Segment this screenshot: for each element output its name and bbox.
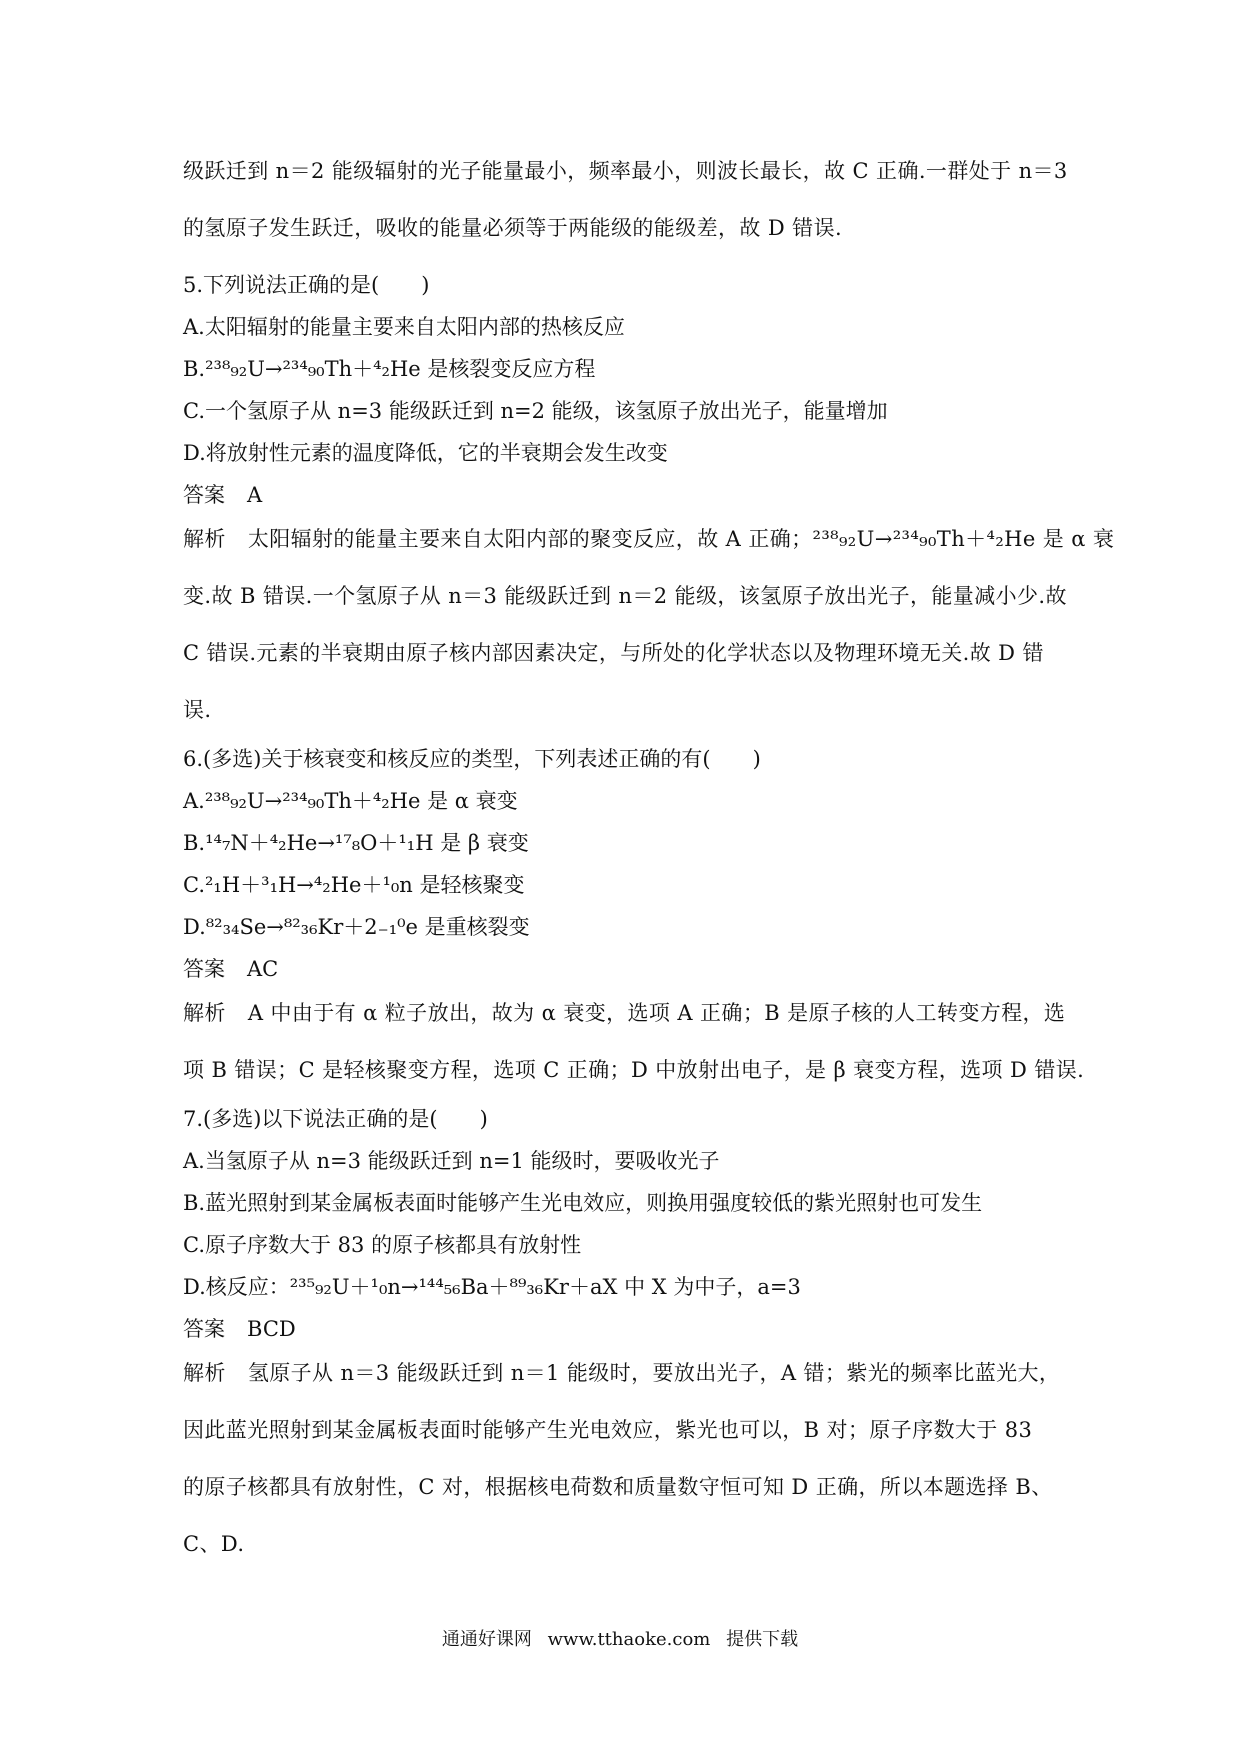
page-footer [0, 1628, 1240, 1652]
line-text: D.核反应：²³⁵₉₂U＋¹₀n→¹⁴⁴₅₆Ba＋⁸⁹₃₆Kr＋aX 中 X 为中子，a=3 [183, 1275, 801, 1299]
text-line [183, 1231, 1063, 1259]
footer-note: 提供下载 [726, 1629, 799, 1650]
line-text: 5.下列说法正确的是( ) [183, 273, 430, 297]
line-text: 6.(多选)关于核衰变和核反应的类型，下列表述正确的有( ) [183, 747, 761, 771]
line-text: 的氢原子发生跃迁，吸收的能量必须等于两能级的能级差，故 D 错误. [183, 216, 843, 240]
text-line [183, 1056, 1085, 1084]
text-line [183, 913, 1063, 941]
text-line [183, 745, 1063, 773]
line-text: C.原子序数大于 83 的原子核都具有放射性 [183, 1233, 582, 1257]
line-text: 误. [183, 698, 212, 722]
text-line [183, 271, 1063, 299]
text-line [183, 871, 1063, 899]
line-text: B.¹⁴₇N＋⁴₂He→¹⁷₈O＋¹₁H 是 β 衰变 [183, 831, 529, 855]
line-text: B.²³⁸₉₂U→²³⁴₉₀Th＋⁴₂He 是核裂变反应方程 [183, 357, 596, 381]
text-line [183, 157, 1068, 185]
line-text: 因此蓝光照射到某金属板表面时能够产生光电效应，紫光也可以，B 对；原子序数大于 83 [183, 1418, 1033, 1442]
line-label: 解析 [183, 527, 226, 551]
line-text: C 错误.元素的半衰期由原子核内部因素决定，与所处的化学状态以及物理环境无关.故 D 错 [183, 641, 1044, 665]
text-line [183, 829, 1063, 857]
line-text: BCD [247, 1317, 296, 1341]
line-text: C、D. [183, 1532, 245, 1556]
text-line [183, 1530, 1063, 1558]
line-text: C.一个氢原子从 n=3 能级跃迁到 n=2 能级，该氢原子放出光子，能量增加 [183, 399, 888, 423]
labeled-line [183, 999, 1066, 1027]
line-text: 变.故 B 错误.一个氢原子从 n＝3 能级跃迁到 n＝2 能级，该氢原子放出光子，能量减小少.故 [183, 584, 1067, 608]
text-line [183, 313, 1063, 341]
labeled-line [183, 525, 1115, 553]
line-label: 答案 [183, 1317, 225, 1341]
line-text: A [247, 483, 263, 507]
line-text: C.²₁H＋³₁H→⁴₂He＋¹₀n 是轻核聚变 [183, 873, 525, 897]
labeled-line [183, 955, 1063, 983]
line-text: 项 B 错误；C 是轻核聚变方程，选项 C 正确；D 中放射出电子，是 β 衰变方程，选项 D 错误. [183, 1058, 1085, 1082]
line-text: 7.(多选)以下说法正确的是( ) [183, 1107, 488, 1131]
labeled-line [183, 1359, 1063, 1387]
text-line [183, 696, 1063, 724]
labeled-line [183, 481, 1063, 509]
line-label: 解析 [183, 1001, 226, 1025]
text-line [183, 397, 1063, 425]
line-text: A.²³⁸₉₂U→²³⁴₉₀Th＋⁴₂He 是 α 衰变 [183, 789, 518, 813]
line-label: 答案 [183, 957, 225, 981]
line-label: 答案 [183, 483, 225, 507]
text-line [183, 1105, 1063, 1133]
footer-url: www.tthaoke.com [547, 1629, 711, 1650]
line-text: B.蓝光照射到某金属板表面时能够产生光电效应，则换用强度较低的紫光照射也可发生 [183, 1191, 983, 1215]
text-line [183, 582, 1067, 610]
labeled-line [183, 1315, 1063, 1343]
line-text: 级跃迁到 n＝2 能级辐射的光子能量最小，频率最小，则波长最长，故 C 正确.一群处于 n＝3 [183, 159, 1068, 183]
line-text: 太阳辐射的能量主要来自太阳内部的聚变反应，故 A 正确；²³⁸₉₂U→²³⁴₉₀Th＋⁴₂He 是 α 衰 [247, 527, 1115, 551]
line-text: AC [247, 957, 279, 981]
line-text: 的原子核都具有放射性，C 对，根据核电荷数和质量数守恒可知 D 正确，所以本题选择 B、 [183, 1475, 1053, 1499]
text-line [183, 1189, 1063, 1217]
text-line [183, 355, 1063, 383]
line-text: D.将放射性元素的温度降低，它的半衰期会发生改变 [183, 441, 668, 465]
footer-site: 通通好课网 [441, 1629, 532, 1650]
text-line [183, 214, 1063, 242]
text-line [183, 1416, 1063, 1444]
text-line [183, 1147, 1063, 1175]
line-text: A.太阳辐射的能量主要来自太阳内部的热核反应 [183, 315, 625, 339]
line-text: 氢原子从 n＝3 能级跃迁到 n＝1 能级时，要放出光子，A 错；紫光的频率比蓝光大， [247, 1361, 1061, 1385]
text-line [183, 439, 1063, 467]
line-text: D.⁸²₃₄Se→⁸²₃₆Kr＋2₋₁⁰e 是重核裂变 [183, 915, 530, 939]
text-line [183, 1273, 1063, 1301]
text-line [183, 639, 1063, 667]
line-label: 解析 [183, 1361, 226, 1385]
line-text: A 中由于有 α 粒子放出，故为 α 衰变，选项 A 正确；B 是原子核的人工转变方程，选 [247, 1001, 1066, 1025]
text-line [183, 787, 1063, 815]
line-text: A.当氢原子从 n=3 能级跃迁到 n=1 能级时，要吸收光子 [183, 1149, 720, 1173]
text-line [183, 1473, 1063, 1501]
